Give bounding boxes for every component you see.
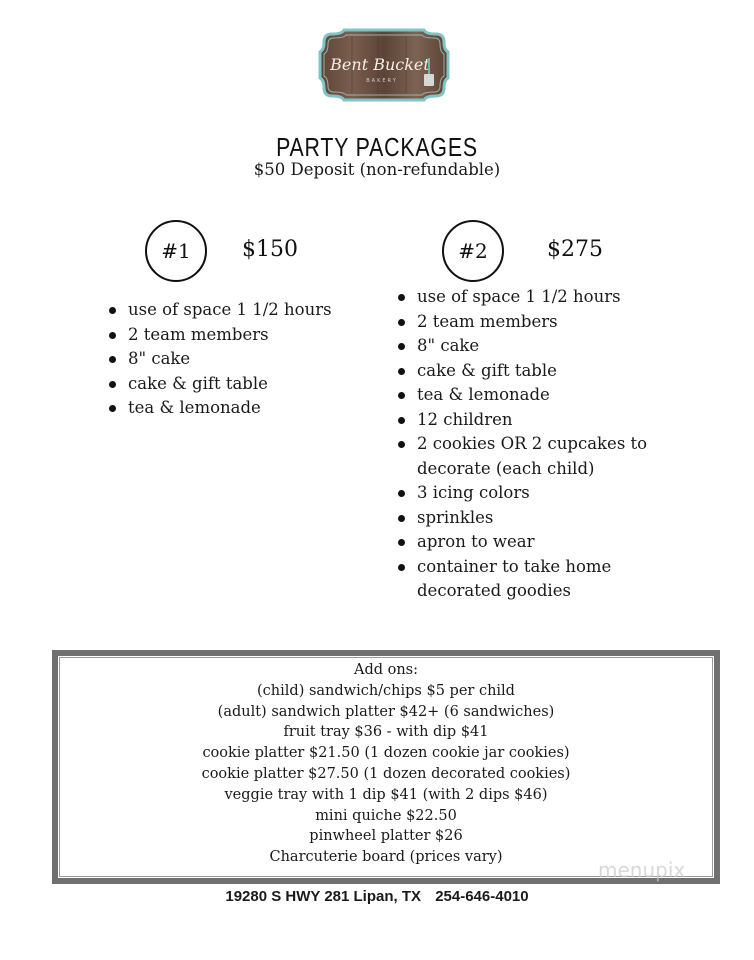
footer-address: 19280 S HWY 281 Lipan, TX [225, 888, 422, 905]
list-item: tea & lemonade [106, 396, 332, 421]
list-item-continuation: decorate (each child) [417, 458, 595, 478]
package-2-items [395, 285, 647, 604]
watermark: menupix [598, 858, 686, 882]
list-item: 8" cake [106, 347, 332, 372]
footer-contact [0, 888, 754, 905]
addon-item: veggie tray with 1 dip $41 (with 2 dips $46) [224, 786, 548, 803]
package-1-price: $150 [242, 237, 298, 262]
footer-phone[interactable]: 254-646-4010 [435, 888, 529, 905]
addon-item: cookie platter $21.50 (1 dozen cookie jar cookies) [202, 745, 570, 762]
logo-badge-icon [318, 28, 450, 102]
svg-text:BAKERY: BAKERY [366, 78, 398, 84]
addon-item: pinwheel platter $26 [309, 828, 463, 845]
addon-item: mini quiche $22.50 [315, 807, 457, 824]
package-1-number-badge [145, 220, 207, 282]
addon-item: fruit tray $36 - with dip $41 [283, 724, 489, 741]
list-item: 2 team members [395, 310, 647, 335]
addons-list [58, 660, 714, 868]
bent-bucket-logo [318, 28, 450, 102]
addons-box [52, 650, 720, 884]
package-1-number: #1 [161, 239, 191, 263]
list-item-continuation: decorated goodies [417, 581, 571, 600]
list-item: sprinkles [395, 506, 647, 531]
list-item: cake & gift table [395, 359, 647, 384]
svg-text:Bent Bucket: Bent Bucket [330, 55, 430, 74]
list-item: tea & lemonade [395, 383, 647, 408]
package-2-number: #2 [458, 239, 488, 263]
page-title: PARTY PACKAGES [276, 132, 478, 162]
addons-heading: Add ons: [353, 662, 419, 678]
list-item: 3 icing colors [395, 481, 647, 506]
addon-item: Charcuterie board (prices vary) [269, 849, 503, 866]
package-2-number-badge [442, 220, 504, 282]
list-item: apron to wear [395, 530, 647, 555]
list-item: container to take home [395, 555, 647, 580]
deposit-note: $50 Deposit (non-refundable) [253, 160, 501, 179]
list-item: 12 children [395, 408, 647, 433]
list-item: use of space 1 1/2 hours [395, 285, 647, 310]
addon-item: cookie platter $27.50 (1 dozen decorated cookies) [201, 765, 571, 782]
list-item: cake & gift table [106, 372, 332, 397]
addon-item: (child) sandwich/chips $5 per child [257, 682, 515, 699]
list-item: 2 team members [106, 323, 332, 348]
list-item: use of space 1 1/2 hours [106, 298, 332, 323]
package-1-items [106, 298, 332, 421]
list-item: 2 cookies OR 2 cupcakes to [395, 432, 647, 457]
list-item: 8" cake [395, 334, 647, 359]
addon-item: (adult) sandwich platter $42+ (6 sandwiches) [217, 703, 555, 720]
package-2-price: $275 [547, 237, 603, 262]
